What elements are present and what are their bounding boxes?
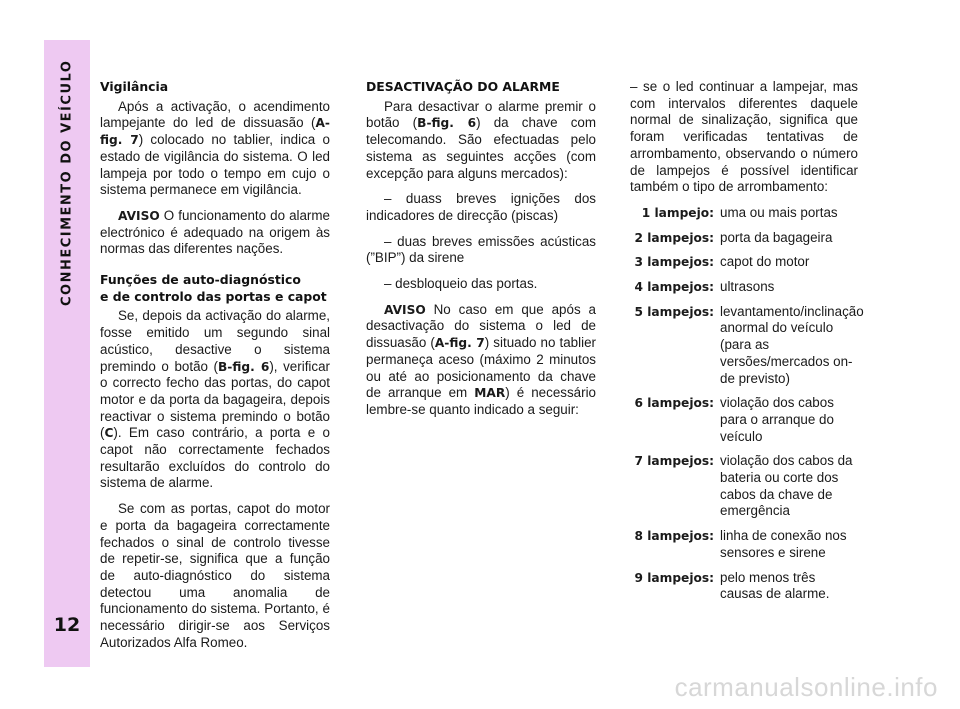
- figure-ref: B-fig. 6: [218, 359, 270, 374]
- list-item: [630, 453, 858, 520]
- paragraph-vigilancia: [100, 99, 330, 199]
- heading-auto-diagnostico: [100, 272, 330, 305]
- figure-ref: B-fig. 6: [417, 116, 477, 131]
- list-item-label: 2 lampejos:: [634, 230, 714, 245]
- list-item-label: 6 lampejos:: [634, 396, 714, 411]
- paragraph-anomalia: Se com as portas, capot do motor e porta da bagageira correctamente fechados o sinal de controlo tivesse de repetir-se, significa que a função de auto-diagnóstico do sistema detectou uma anomalia de funcionamento do sistema. Portanto, é necessário dirigir-se aos Serviços Autorizados Alfa Romeo.: [100, 501, 330, 650]
- aviso-label: AVISO: [384, 302, 426, 317]
- aviso-paragraph: [366, 302, 596, 419]
- heading-desactivacao: DESACTIVAÇÃO DO ALARME: [366, 79, 560, 94]
- list-item-value: violação dos cabos para o arranque do veículo: [720, 395, 834, 444]
- list-item-value: violação dos cabos da bateria ou corte dos cabos da chave de emergência: [720, 453, 853, 519]
- list-item-value: pelo menos três causas de alarme.: [720, 569, 830, 602]
- text-run: ) é necessário lembre-se quanto indicado a seguir:: [366, 385, 596, 417]
- column-3: [630, 79, 864, 611]
- list-item: [630, 230, 858, 247]
- list-item: [630, 279, 858, 296]
- list-item: [630, 395, 858, 445]
- list-item: – desbloqueio das portas.: [384, 276, 538, 292]
- list-item-label: 8 lampejos:: [634, 529, 714, 544]
- list-item-label: 9 lampejos:: [634, 570, 714, 585]
- list-item-label: 5 lampejos:: [634, 304, 714, 319]
- list-item: [630, 570, 858, 603]
- list-item: [630, 303, 864, 388]
- paragraph-desactivacao: [366, 99, 596, 183]
- aviso-paragraph: [100, 208, 330, 258]
- text-run: O funcionamento do alarme electrónico é adequado na origem às normas das diferentes nações.: [100, 207, 330, 257]
- list-item-value: capot do motor: [720, 254, 810, 270]
- list-item-value: ultrasons: [720, 279, 775, 295]
- column-1: [100, 79, 330, 661]
- heading-vigilancia: Vigilância: [100, 79, 169, 94]
- page-number: 12: [53, 614, 81, 636]
- text-run: Após a activação, o acendimento lampejante do led de dissuasão (: [100, 98, 330, 131]
- text-run: No caso em que após a desactivação do sistema o led de dissuasão (: [366, 301, 596, 351]
- text-run: ) da chave com telecomando. São efectuadas pelo sistema as seguintes acções (com excepção para alguns mercados):: [366, 115, 596, 181]
- column-2: [366, 79, 596, 428]
- text-run: Se, depois da activação do alarme, fosse emitido um segundo sinal acústico, desactive o sistema premindo o botão (: [100, 308, 330, 374]
- paragraph-lampejos-intro: – se o led continuar a lampejar, mas com intervalos diferentes daquele normal de sinalização, significa que foram verificadas tentativas de arrombamento, observando o número de lampejos é possível identificar também o tipo de arrombamento:: [630, 79, 858, 195]
- list-item: [630, 205, 858, 222]
- list-item-value: porta da bagageira: [720, 229, 833, 245]
- text-run: ), verificar o correcto fecho das portas, do capot motor e da porta da bagageira, depois reactivar o sistema premindo o botão (: [100, 358, 330, 441]
- list-item-value: levantamento/inclinação anormal do veículo (para as versões/mercados on-de previsto): [720, 303, 864, 386]
- aviso-label: AVISO: [118, 208, 160, 223]
- list-item: – duass breves ignições dos indicadores de direcção (piscas): [366, 191, 596, 223]
- list-item-value: uma ou mais portas: [720, 204, 838, 220]
- text-run: ). Em caso contrário, a porta e o capot não correctamente fechados resultarão excluídos do controlo do sistema de alarme.: [100, 425, 330, 491]
- button-ref: C: [104, 426, 114, 441]
- text-run: Para desactivar o alarme premir o botão (: [366, 98, 596, 131]
- list-item: – duas breves emissões acústicas (”BIP”) da sirene: [366, 233, 596, 266]
- figure-ref: A-fig. 7: [434, 336, 485, 351]
- paragraph-auto-diagnostico: [100, 308, 330, 492]
- list-item-label: 7 lampejos:: [634, 454, 714, 469]
- list-item: [630, 528, 858, 561]
- text-run: ) situado no tablier permaneça aceso (máximo 2 minutos ou até ao posicionamento da chave de arranque em: [366, 335, 596, 401]
- lampejos-list: [630, 204, 864, 603]
- heading-line: e de controlo das portas e capot: [100, 288, 327, 304]
- list-item-label: 4 lampejos:: [634, 280, 714, 295]
- list-item-label: 3 lampejos:: [634, 255, 714, 270]
- figure-ref: A-fig. 7: [100, 116, 330, 148]
- list-item-label: 1 lampejo:: [641, 205, 714, 220]
- text-run: ) colocado no tablier, indica o estado de vigilância do sistema. O led lampeja por todo o tempo em cujo o sistema permanece em vigilância.: [100, 132, 330, 198]
- list-item-value: linha de conexão nos sensores e sirene: [720, 528, 847, 560]
- list-item: [630, 254, 858, 271]
- section-title: CONHECIMENTO DO VEÍCULO: [59, 60, 75, 307]
- watermark: carmanualsonline.info: [674, 672, 938, 702]
- key-position-ref: MAR: [474, 386, 506, 401]
- heading-line: Funções de auto-diagnóstico: [100, 272, 301, 288]
